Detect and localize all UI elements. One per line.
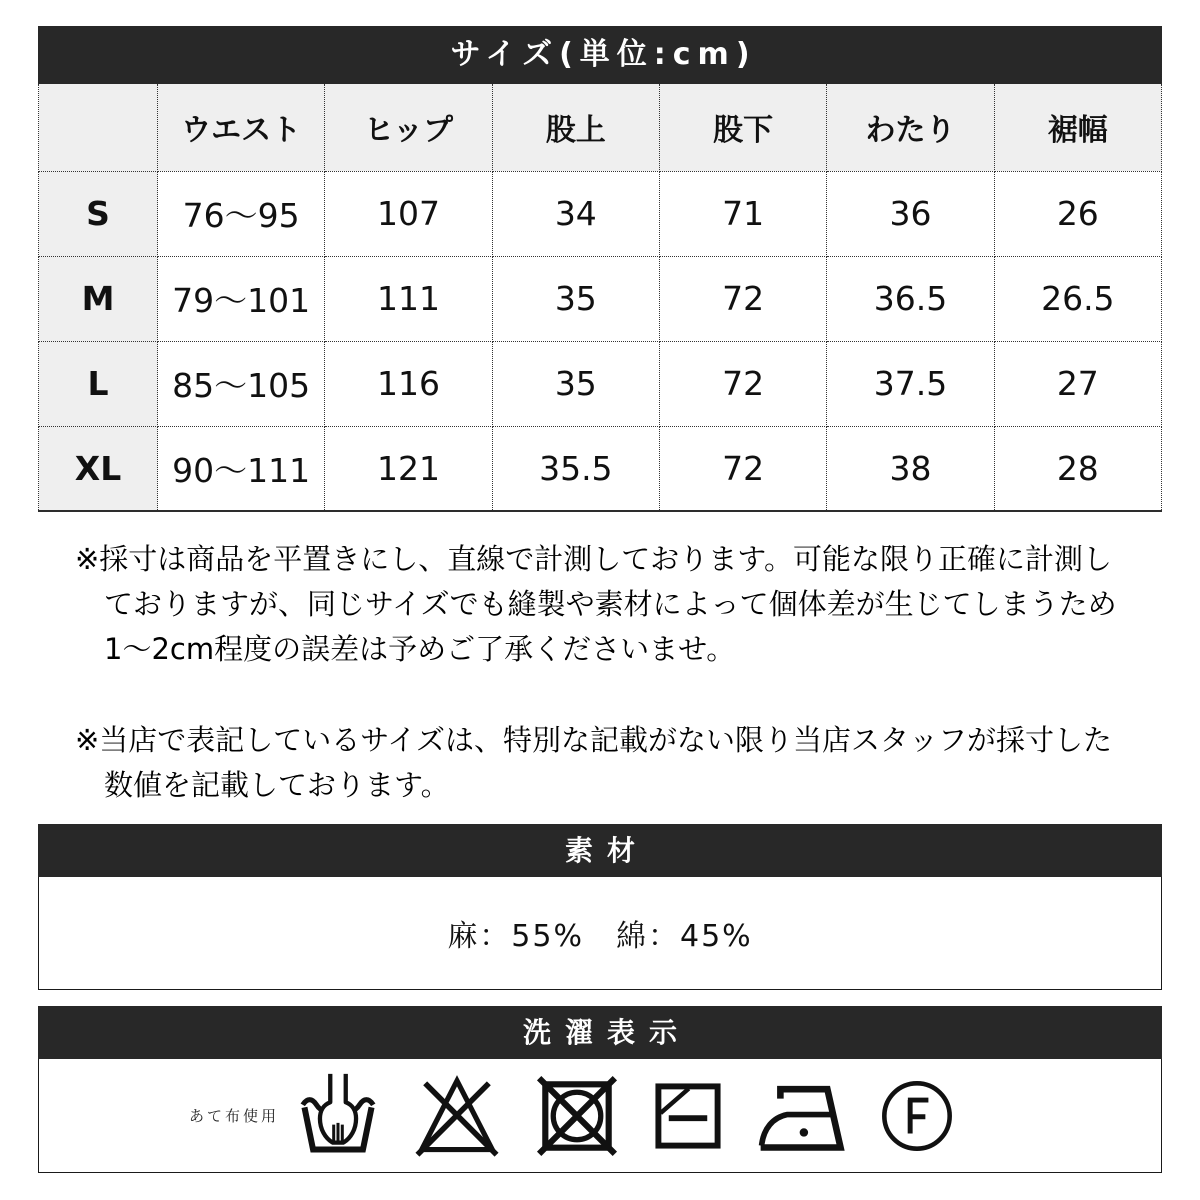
corner-cell — [39, 84, 158, 171]
note-measurement-method — [75, 537, 1162, 672]
size-table-title-bar — [38, 26, 1162, 84]
size-table-header-row — [39, 84, 1162, 171]
hand-wash-icon — [295, 1073, 381, 1159]
note-line: ておりますが、同じサイズでも縫製や素材によって個体差が生じてしまうため — [104, 587, 1117, 621]
measurement-cell: 28 — [994, 426, 1161, 511]
dry-flat-in-shade-icon — [651, 1079, 725, 1153]
measurement-cell: 76〜95 — [158, 171, 325, 256]
measurement-cell: 26 — [994, 171, 1161, 256]
note-line: 1〜2cm程度の誤差は予めご了承くださいませ。 — [104, 632, 736, 666]
measurement-cell: 111 — [325, 256, 492, 341]
laundry-content-box — [38, 1059, 1162, 1173]
measurement-cell: 79〜101 — [158, 256, 325, 341]
size-table — [38, 84, 1162, 512]
pressing-cloth-note: あて布使用 — [189, 1107, 280, 1125]
laundry-title-bar — [38, 1006, 1162, 1059]
column-header: 裾幅 — [994, 84, 1161, 171]
dry-clean-petroleum-F-icon — [879, 1078, 955, 1154]
material-composition: 麻：55% 綿：45% — [447, 919, 753, 954]
size-label: M — [39, 256, 158, 341]
measurement-cell: 72 — [659, 256, 826, 341]
note-line: ※採寸は商品を平置きにし、直線で計測しております。可能な限り正確に計測し — [75, 542, 1112, 576]
do-not-tumble-dry-icon — [533, 1072, 621, 1160]
measurement-cell: 35 — [492, 256, 659, 341]
material-title-bar — [38, 824, 1162, 877]
laundry-title: 洗濯表示 — [522, 1016, 691, 1049]
column-header: ヒップ — [325, 84, 492, 171]
measurement-cell: 34 — [492, 171, 659, 256]
size-label: S — [39, 171, 158, 256]
iron-low-heat-icon — [755, 1076, 849, 1156]
material-title: 素材 — [564, 834, 649, 867]
size-table-body — [39, 171, 1162, 511]
measurement-cell: 36.5 — [827, 256, 994, 341]
measurement-cell: 90〜111 — [158, 426, 325, 511]
size-label: XL — [39, 426, 158, 511]
size-table-title: サイズ(単位:cm) — [450, 37, 757, 72]
table-row — [39, 171, 1162, 256]
table-row — [39, 256, 1162, 341]
measurement-cell: 107 — [325, 171, 492, 256]
measurement-cell: 36 — [827, 171, 994, 256]
size-table-section — [38, 26, 1162, 512]
measurement-cell: 85〜105 — [158, 341, 325, 426]
measurement-cell: 27 — [994, 341, 1161, 426]
measurement-cell: 121 — [325, 426, 492, 511]
measurement-notes — [75, 537, 1162, 808]
column-header: 股下 — [659, 84, 826, 171]
laundry-section — [38, 1006, 1162, 1173]
material-section — [38, 824, 1162, 990]
column-header: ウエスト — [158, 84, 325, 171]
note-line: 数値を記載しております。 — [104, 768, 450, 802]
table-row — [39, 341, 1162, 426]
column-header: 股上 — [492, 84, 659, 171]
note-staff-measured — [75, 718, 1162, 808]
note-line: ※当店で表記しているサイズは、特別な記載がない限り当店スタッフが採寸した — [75, 723, 1112, 757]
measurement-cell: 26.5 — [994, 256, 1161, 341]
measurement-cell: 35 — [492, 341, 659, 426]
measurement-cell: 35.5 — [492, 426, 659, 511]
measurement-cell: 37.5 — [827, 341, 994, 426]
measurement-cell: 72 — [659, 341, 826, 426]
table-row — [39, 426, 1162, 511]
size-label: L — [39, 341, 158, 426]
measurement-cell: 71 — [659, 171, 826, 256]
do-not-bleach-icon — [411, 1073, 503, 1159]
measurement-cell: 116 — [325, 341, 492, 426]
material-content-box — [38, 877, 1162, 990]
measurement-cell: 38 — [827, 426, 994, 511]
column-header: わたり — [827, 84, 994, 171]
measurement-cell: 72 — [659, 426, 826, 511]
